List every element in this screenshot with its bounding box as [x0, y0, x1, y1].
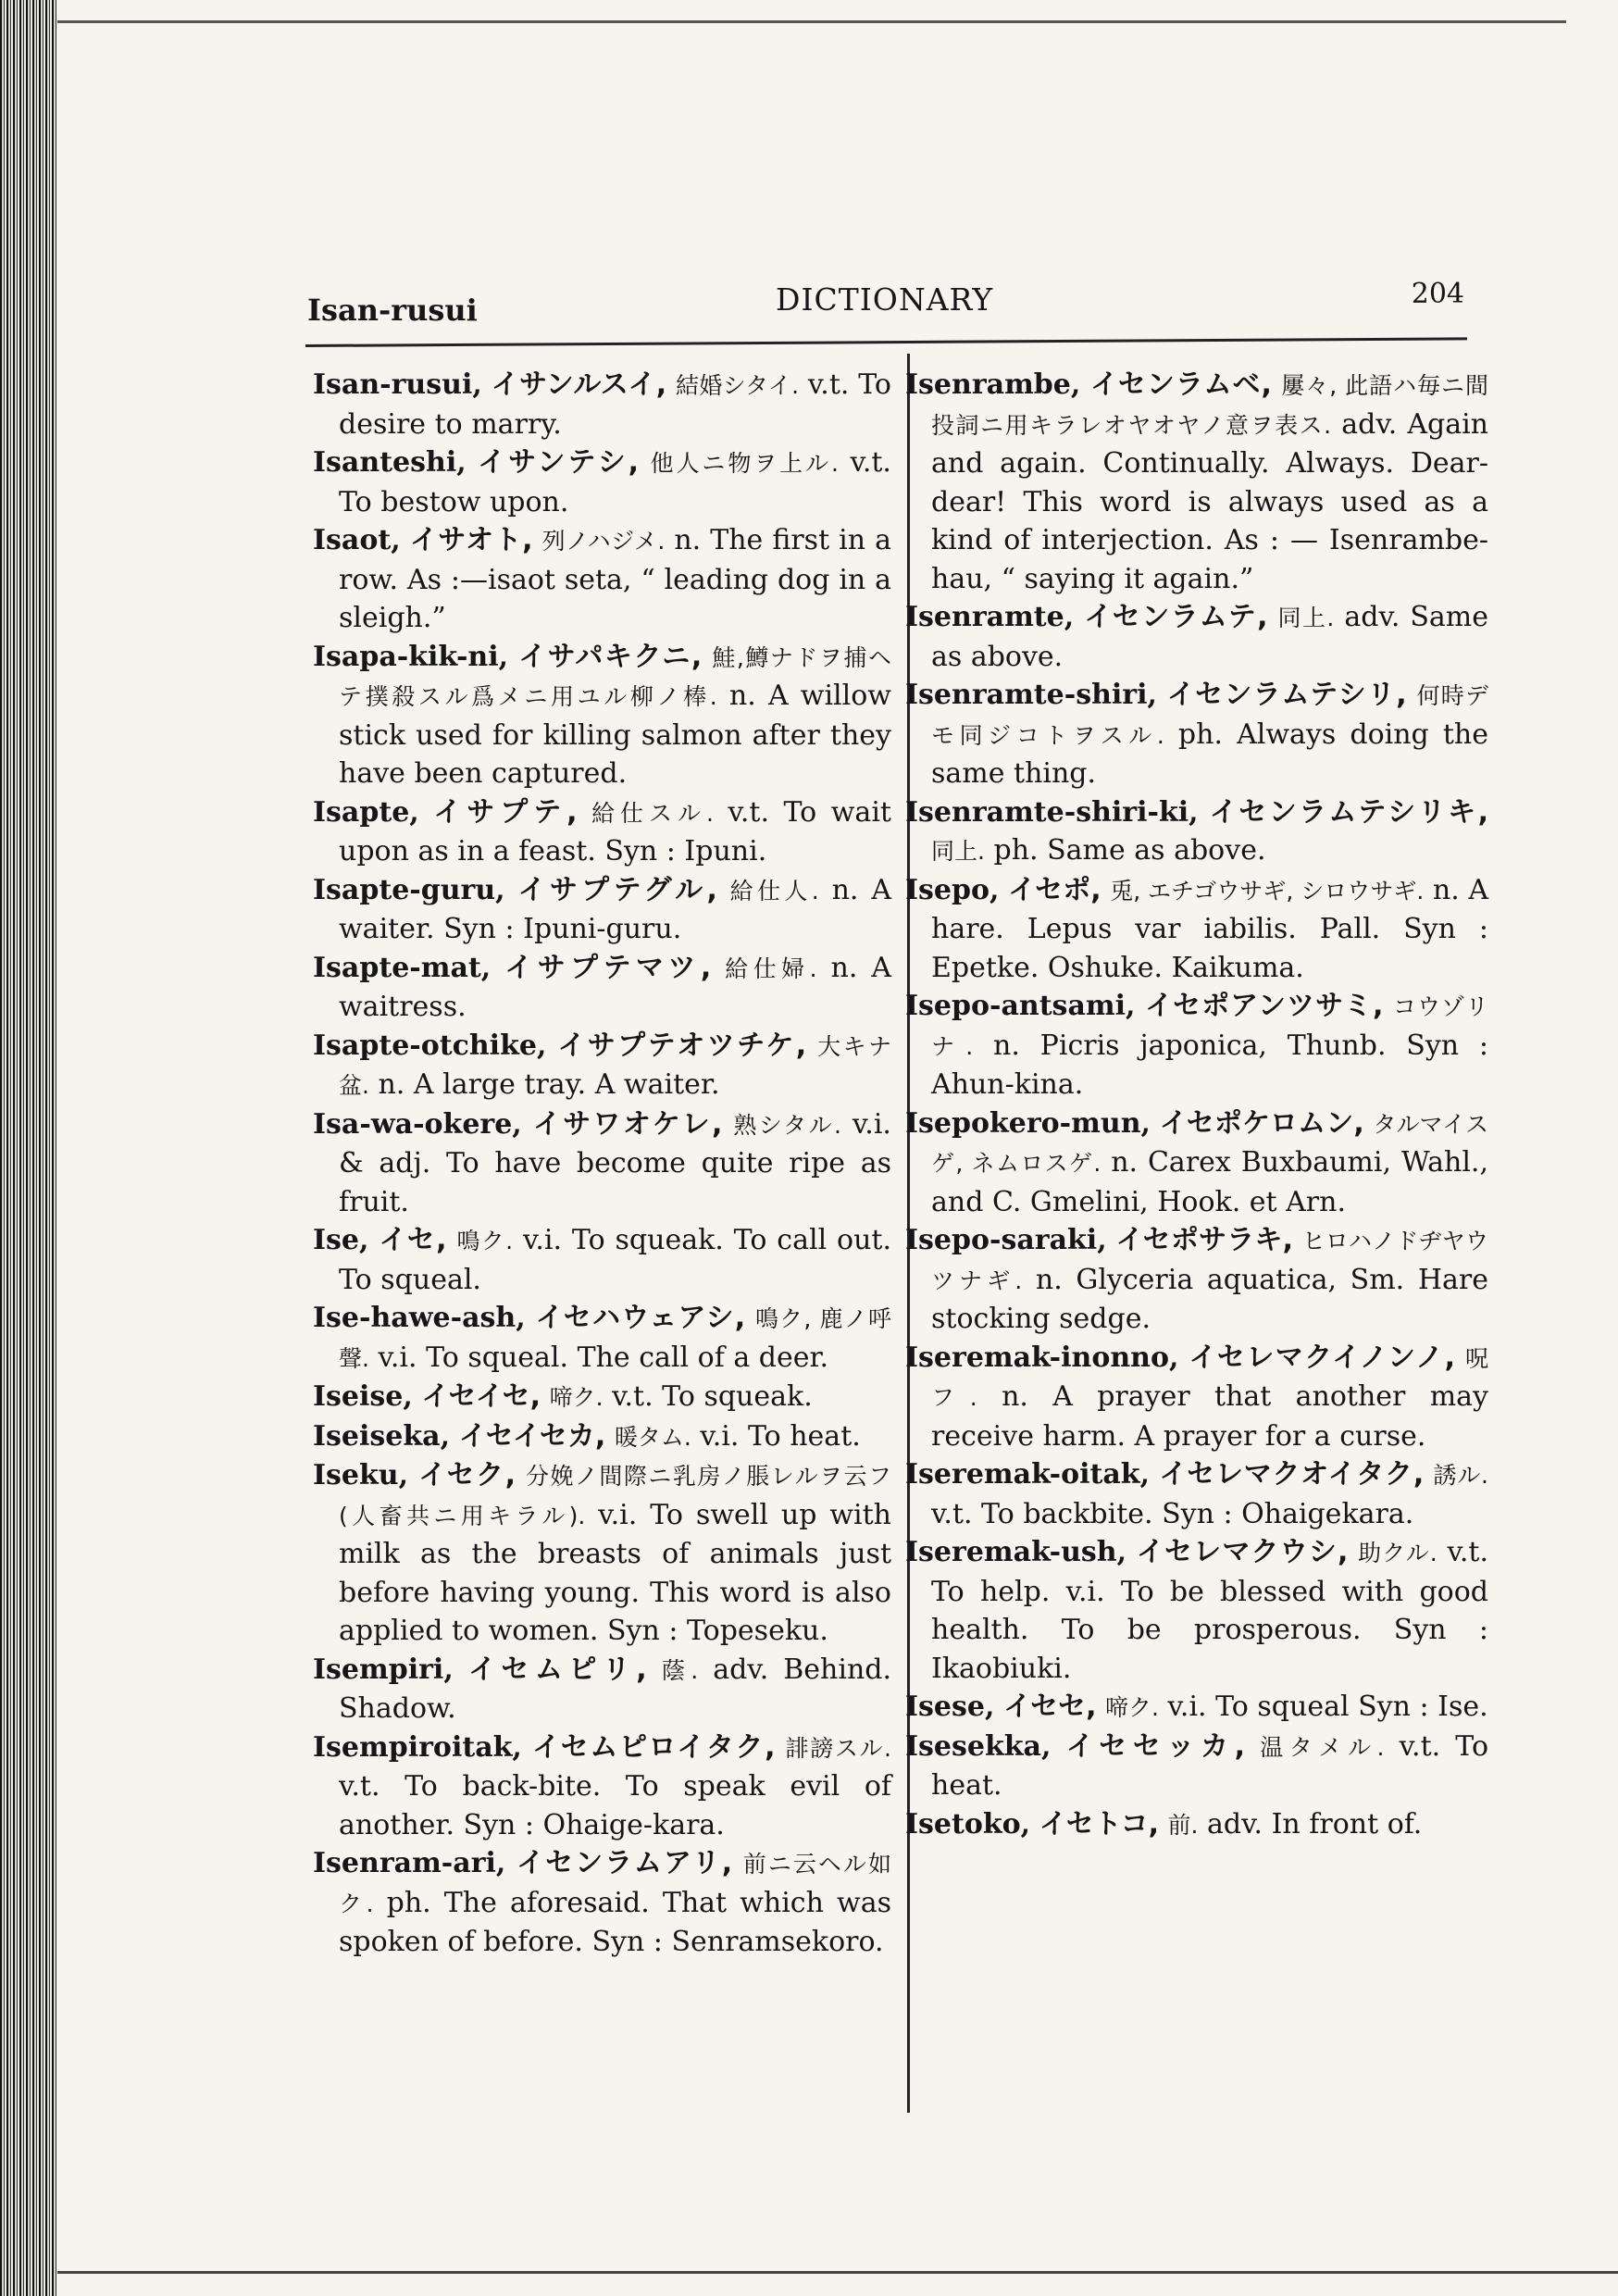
right-column — [905, 366, 1488, 1844]
english-definition: n. A waitress. — [339, 951, 892, 1023]
headword: Isa-wa-okere, — [313, 1107, 522, 1141]
page-number: 204 — [1411, 278, 1464, 310]
dictionary-entry — [313, 949, 891, 1027]
japanese-gloss: 呪フ. — [931, 1344, 1488, 1411]
katakana-reading: イセセッカ, — [1065, 1729, 1246, 1763]
headword: Isapte-guru, — [313, 873, 505, 906]
english-definition: v.i. To heat. — [700, 1419, 861, 1453]
japanese-gloss: 暖タム. — [614, 1423, 691, 1451]
katakana-reading: イセレマクイノンノ, — [1189, 1341, 1456, 1374]
headword: Isapte, — [313, 795, 419, 829]
english-definition: ph. Always doing the same thing. — [931, 718, 1488, 790]
english-definition: n. Carex Buxbaumi, Wahl., and C. Gmelini, Hook. et Arn. — [931, 1146, 1488, 1218]
dictionary-entry — [313, 1417, 891, 1457]
katakana-reading: イセンラムアリ, — [516, 1847, 733, 1879]
dictionary-entry — [313, 366, 891, 443]
header-rule — [305, 337, 1467, 347]
headword: Isanteshi, — [313, 446, 467, 479]
japanese-gloss: 分娩ノ間際ニ乳房ノ脹レルヲ云フ(人畜共ニ用キラル). — [339, 1463, 891, 1529]
japanese-gloss: 同上. — [931, 838, 985, 865]
japanese-gloss: 同上. — [1277, 605, 1335, 631]
dictionary-entry — [313, 1105, 891, 1222]
katakana-reading: イセイセカ, — [458, 1419, 606, 1453]
katakana-reading: イサプテオツチケ, — [557, 1029, 807, 1062]
english-definition: n. The first in a row. As :—isaot seta, “ leading dog in a sleigh.” — [339, 524, 891, 634]
japanese-gloss: 給仕人. — [729, 877, 819, 905]
dictionary-entry — [905, 1805, 1488, 1845]
page-title: DICTIONARY — [776, 281, 994, 318]
dictionary-entry — [313, 1651, 891, 1728]
scan-bottom-edge — [57, 2271, 1618, 2274]
english-definition: ph. Same as above. — [993, 834, 1266, 867]
headword: Isepo-antsami, — [905, 990, 1136, 1022]
headword: Isapte-otchike, — [313, 1029, 547, 1062]
dictionary-entry — [905, 1104, 1488, 1222]
japanese-gloss: 誹謗スル. — [785, 1734, 891, 1762]
katakana-reading: イサンルスイ, — [491, 368, 667, 401]
english-definition: adv. Behind. Shadow. — [339, 1653, 892, 1725]
dictionary-entry — [905, 1455, 1488, 1533]
english-definition: adv. In front of. — [1207, 1807, 1423, 1841]
dictionary-entry — [905, 598, 1488, 676]
katakana-reading: イサプテ, — [433, 795, 578, 829]
dictionary-entry — [905, 676, 1488, 793]
dictionary-entry — [313, 1299, 891, 1378]
katakana-reading: イサンテシ, — [478, 446, 640, 479]
dictionary-entry — [313, 521, 891, 638]
headword: Isempiroitak, — [313, 1730, 522, 1764]
english-definition: v.t. To back-bite. To speak evil of another. Syn : Ohaige-kara. — [339, 1770, 891, 1841]
katakana-reading: イセトコ, — [1039, 1807, 1159, 1841]
japanese-gloss: 啼ク. — [549, 1384, 604, 1411]
headword: Isenram-ari, — [313, 1847, 506, 1879]
katakana-reading: イサプテマツ, — [504, 951, 712, 984]
japanese-gloss: 他人ニ物ヲ上ル. — [650, 450, 839, 477]
english-definition: v.t. To squeak. — [612, 1380, 813, 1413]
headword: Isapte-mat, — [313, 951, 492, 984]
headword: Isempiri, — [313, 1653, 454, 1686]
english-definition: v.t. To wait upon as in a feast. Syn : Ipuni. — [339, 795, 891, 867]
dictionary-entry — [313, 1728, 891, 1845]
english-definition: v.i. To squeal Syn : Ise. — [1167, 1691, 1488, 1723]
english-definition: v.t. To bestow upon. — [339, 446, 891, 518]
katakana-reading: イセハウェアシ, — [535, 1302, 746, 1334]
headword: Isenrambe, — [905, 368, 1081, 401]
katakana-reading: イセセ, — [1002, 1691, 1097, 1723]
headword: Isepo, — [905, 873, 1000, 906]
japanese-gloss: 熟シタル. — [733, 1111, 841, 1139]
dictionary-entry — [905, 1688, 1488, 1728]
headword: Iseiseka, — [313, 1419, 451, 1453]
english-definition: ph. The aforesaid. That which was spoken of before. Syn : Senramsekoro. — [339, 1886, 891, 1958]
japanese-gloss: ヒロハノドヂヤウツナギ. — [931, 1228, 1488, 1294]
headword: Isan-rusui, — [313, 368, 482, 401]
english-definition: v.i. To squeak. To call out. To squeal. — [339, 1224, 892, 1296]
headword: Isepo-saraki, — [905, 1224, 1107, 1256]
english-definition: adv. Same as above. — [931, 601, 1488, 673]
headword: Iseremak-inonno, — [905, 1341, 1179, 1374]
japanese-gloss: 前ニ云ヘル如ク. — [339, 1851, 891, 1917]
dictionary-entry — [905, 366, 1488, 598]
headword: Iseremak-ush, — [905, 1536, 1127, 1568]
japanese-gloss: 給仕スル. — [591, 799, 714, 827]
katakana-reading: イセンラムテシリキ, — [1209, 795, 1488, 829]
katakana-reading: イサプテグル, — [517, 873, 717, 906]
japanese-gloss: 啼ク. — [1105, 1694, 1159, 1721]
headword: Ise-hawe-ash, — [313, 1302, 526, 1334]
dictionary-entry — [905, 987, 1488, 1104]
english-definition: n. Picris japonica, Thunb. Syn : Ahun-kina. — [931, 1029, 1488, 1101]
english-definition: n. Glyceria aquatica, Sm. Hare stocking sedge. — [931, 1263, 1488, 1335]
headword: Isetoko, — [905, 1807, 1031, 1841]
dictionary-entry — [313, 1378, 891, 1417]
headword: Isaot, — [313, 524, 401, 556]
running-head: Isan-rusui — [307, 293, 478, 328]
headword: Isenramte-shiri-ki, — [905, 795, 1199, 829]
japanese-gloss: 大キナ盆. — [339, 1032, 891, 1099]
dictionary-entry — [313, 1027, 891, 1105]
katakana-reading: イセイセ, — [421, 1380, 541, 1413]
katakana-reading: イサパキクニ, — [518, 640, 703, 673]
dictionary-entry — [905, 1339, 1488, 1456]
japanese-gloss: 給仕婦. — [725, 955, 817, 982]
english-definition: n. A willow stick used for killing salmon after they have been captured. — [339, 680, 891, 790]
japanese-gloss: 列ノハジメ. — [541, 528, 666, 555]
japanese-gloss: コウゾリナ. — [931, 993, 1488, 1060]
katakana-reading: イサワオケレ, — [532, 1107, 723, 1141]
headword: Iseise, — [313, 1380, 413, 1413]
japanese-gloss: 助クル. — [1358, 1540, 1438, 1566]
dictionary-entry — [313, 871, 891, 949]
english-definition: v.t. To desire to marry. — [339, 368, 891, 441]
english-definition: adv. Again and again. Continually. Always. Dear-dear! This word is always used as a kind of interjection. As : — Isenrambe-hau, “ saying it again.” — [931, 407, 1488, 595]
dictionary-entry — [905, 1533, 1488, 1688]
dictionary-entry — [313, 793, 891, 871]
katakana-reading: イセポケロムン, — [1159, 1106, 1364, 1140]
page-header — [307, 278, 1464, 333]
dictionary-entry — [313, 1456, 891, 1651]
katakana-reading: イサオト, — [409, 524, 533, 556]
english-definition: v.t. To heat. — [931, 1729, 1489, 1802]
japanese-gloss: 鳴ク, 鹿ノ呼聲. — [339, 1305, 891, 1372]
katakana-reading: イセレマクウシ, — [1136, 1536, 1349, 1568]
dictionary-entry — [313, 1221, 891, 1299]
english-definition: v.t. To help. v.i. To be blessed with good health. To be prosperous. Syn : Ikaobiuki. — [931, 1536, 1488, 1685]
english-definition: v.i. & adj. To have become quite ripe as fruit. — [339, 1107, 891, 1218]
dictionary-entry — [905, 871, 1488, 988]
english-definition: n. A large tray. A waiter. — [378, 1068, 720, 1101]
headword: Isese, — [905, 1691, 995, 1723]
headword: Isepokero-mun, — [905, 1106, 1151, 1140]
japanese-gloss: 兎, エチゴウサギ, シロウサギ. — [1110, 877, 1425, 905]
japanese-gloss: 何時デモ同ジコトヲスル. — [931, 682, 1488, 749]
japanese-gloss: 結婚シタイ. — [676, 372, 800, 399]
japanese-gloss: タルマイスゲ, ネムロスゲ. — [931, 1110, 1488, 1177]
page-binding-edge — [0, 0, 57, 2296]
katakana-reading: イセレマクオイタク, — [1159, 1458, 1425, 1491]
japanese-gloss: 温タメル. — [1260, 1733, 1385, 1761]
japanese-gloss: 蔭. — [661, 1656, 699, 1684]
scan-top-edge — [57, 20, 1566, 23]
english-definition: n. A hare. Lepus var iabilis. Pall. Syn : Epetke. Oshuke. Kaikuma. — [931, 873, 1489, 984]
headword: Isesekka, — [905, 1729, 1052, 1763]
english-definition: n. A prayer that another may receive harm. A prayer for a curse. — [931, 1380, 1488, 1453]
katakana-reading: イセンラムテシリ, — [1166, 679, 1407, 711]
katakana-reading: イセポ, — [1008, 873, 1101, 906]
katakana-reading: イセムピリ, — [467, 1653, 647, 1686]
dictionary-entry — [905, 1221, 1488, 1339]
dictionary-entry — [905, 1728, 1488, 1805]
english-definition: v.i. To swell up with milk as the breasts of animals just before having young. This word is also applied to women. Syn : Topeseku. — [339, 1498, 891, 1647]
headword: Isenramte-shiri, — [905, 679, 1157, 711]
katakana-reading: イセポサラキ, — [1115, 1224, 1293, 1256]
katakana-reading: イセポアンツサミ, — [1145, 990, 1384, 1022]
japanese-gloss: 鳴ク. — [456, 1228, 514, 1254]
dictionary-entry — [313, 443, 891, 521]
headword: Iseku, — [313, 1459, 409, 1491]
headword: Ise, — [313, 1224, 369, 1256]
japanese-gloss: 誘ル. — [1433, 1462, 1489, 1489]
japanese-gloss: 鮭,鱒ナドヲ捕ヘテ撲殺スル爲メニ用ユル柳ノ棒. — [339, 643, 891, 710]
japanese-gloss: 屢々, 此語ハ毎ニ間投詞ニ用キラレオヤオヤノ意ヲ表ス. — [931, 372, 1488, 439]
headword: Iseremak-oitak, — [905, 1458, 1151, 1491]
katakana-reading: イセンラムテ, — [1084, 601, 1268, 633]
headword: Isapa-kik-ni, — [313, 640, 509, 673]
headword: Isenramte, — [905, 601, 1075, 633]
left-column — [313, 366, 891, 1962]
katakana-reading: イセク, — [418, 1459, 516, 1491]
dictionary-entry — [313, 1844, 891, 1962]
english-definition: v.i. To squeal. The call of a deer. — [378, 1341, 829, 1374]
dictionary-entry — [905, 793, 1488, 871]
dictionary-entry — [313, 638, 891, 793]
katakana-reading: イセムピロイタク, — [532, 1730, 776, 1764]
english-definition: n. A waiter. Syn : Ipuni-guru. — [339, 873, 892, 945]
katakana-reading: イセ, — [379, 1224, 447, 1256]
english-definition: v.t. To backbite. Syn : Ohaigekara. — [931, 1497, 1414, 1530]
katakana-reading: イセンラムベ, — [1089, 368, 1272, 401]
japanese-gloss: 前. — [1167, 1811, 1199, 1839]
